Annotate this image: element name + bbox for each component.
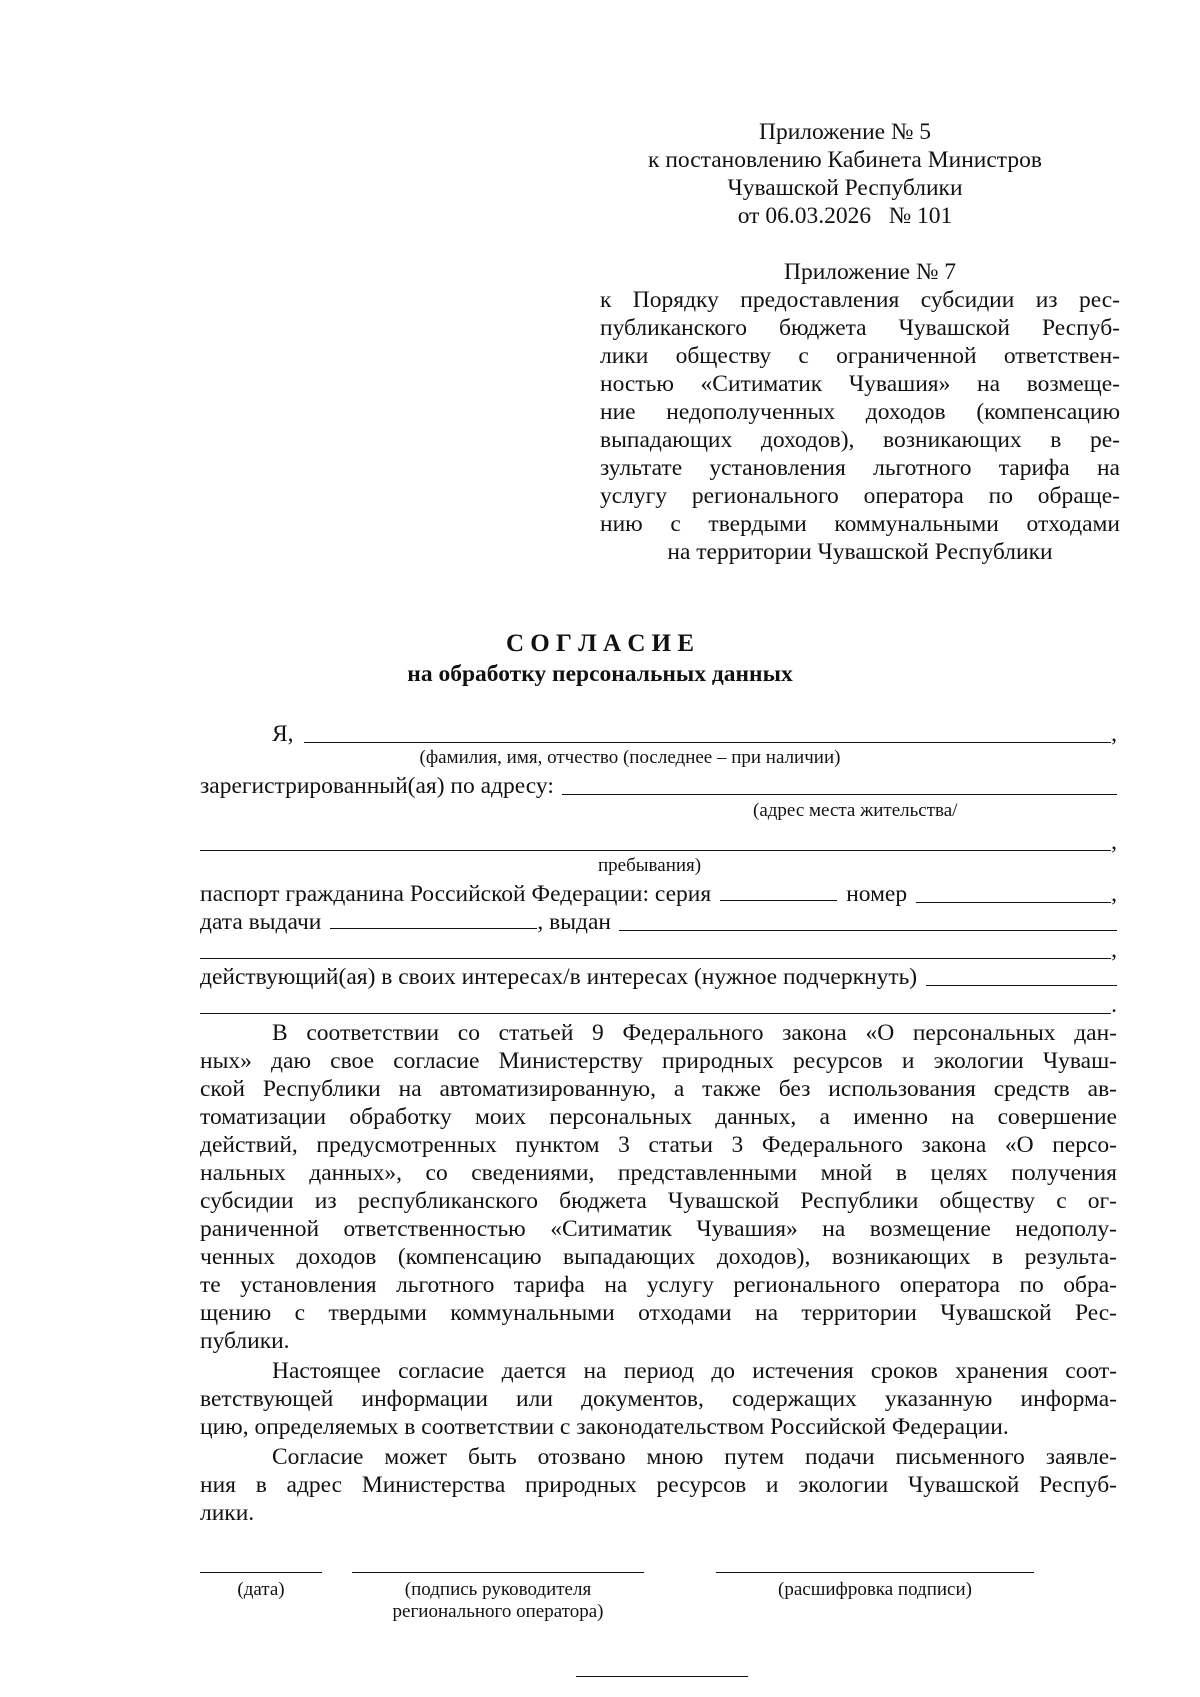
issue-date-field[interactable] <box>330 928 537 929</box>
passport-series-field[interactable] <box>720 900 837 901</box>
paragraph-line: те установления льготного тарифа на услугу регионального оператора по обра- <box>200 1272 1117 1298</box>
approval-republic: Чувашской Республики <box>727 175 963 201</box>
paragraph-line: Настоящее согласие дается на период до истечения сроков хранения соот- <box>272 1358 1117 1384</box>
address-row <box>200 772 1117 800</box>
paragraph-line: раниченной ответственностью «Ситиматик Чувашия» на возмещение недополу- <box>200 1216 1117 1242</box>
issued-by-continuation-row <box>200 936 1117 964</box>
issued-by-continuation-field[interactable] <box>200 958 1111 959</box>
address-hint-1: (адрес места жительства/ <box>753 800 958 821</box>
issued-by-label: , выдан <box>537 909 611 935</box>
address-continuation-field[interactable] <box>200 850 1111 851</box>
paragraph-line: действий, предусмотренных пунктом 3 статьи 3 Федерального закона «О персо- <box>200 1132 1117 1158</box>
date-signature-line[interactable] <box>200 1572 322 1573</box>
paragraph-last-line: лики. <box>200 1500 255 1526</box>
paragraph-line: щению с твердыми коммунальными отходами на территории Чувашской Рес- <box>200 1300 1117 1326</box>
paragraph-line: томатизации обработку моих персональных данных, а именно на совершение <box>200 1104 1117 1130</box>
passport-row <box>200 880 1117 908</box>
document-subtitle: на обработку персональных данных <box>407 661 793 687</box>
signature-caption-line-2: регионального оператора) <box>392 1601 604 1622</box>
number-label: номер <box>846 881 908 907</box>
approval-text-line: ние недополученных доходов (компенсацию <box>600 399 1120 425</box>
approval-text-line: зультате установления льготного тарифа на <box>600 455 1120 481</box>
approval-appendix-5: Приложение № 5 <box>758 119 932 145</box>
approval-text-line: лики обществу с ограниченной ответствен- <box>600 343 1120 369</box>
signature-caption <box>352 1579 644 1623</box>
acting-row <box>200 963 1117 991</box>
acting-continuation-field[interactable] <box>200 1013 1111 1014</box>
signature-line[interactable] <box>352 1572 644 1573</box>
paragraph-line: нальных данных», со сведениями, представленными мной в целях получения <box>200 1160 1117 1186</box>
document-title: С О Г Л А С И Е <box>505 630 694 657</box>
issue-row <box>200 908 1117 936</box>
paragraph-line: ской Республики на автоматизированную, а также без использования средств ав- <box>200 1076 1117 1102</box>
approval-text-line: публиканского бюджета Чувашской Респуб- <box>600 315 1120 341</box>
approval-date-number: от 06.03.2026 № 101 <box>737 203 953 229</box>
footer-rule <box>576 1676 748 1677</box>
acting-field[interactable] <box>926 985 1117 986</box>
paragraph-line: ных» даю свое согласие Министерству природных ресурсов и экологии Чуваш- <box>200 1048 1117 1074</box>
acting-continuation-row <box>200 991 1117 1019</box>
passport-comma: , <box>1111 881 1117 907</box>
approval-text-line: услугу регионального оператора по обраще- <box>600 483 1120 509</box>
paragraph-last-line: публики. <box>200 1328 290 1354</box>
signature-decode-line[interactable] <box>716 1572 1034 1573</box>
passport-label: паспорт гражданина Российской Федерации: серия <box>200 881 712 907</box>
issued-by-field[interactable] <box>619 930 1117 931</box>
address-continuation-row <box>200 828 1117 856</box>
address-field[interactable] <box>562 794 1117 795</box>
fio-comma: , <box>1111 721 1117 747</box>
paragraph-line: Согласие может быть отозвано мною путем подачи письменного заявле- <box>272 1444 1117 1470</box>
passport-number-field[interactable] <box>916 902 1111 903</box>
date-caption: (дата) <box>237 1579 285 1600</box>
issue-date-label: дата выдачи <box>200 909 322 935</box>
fio-hint: (фамилия, имя, отчество (последнее – при наличии) <box>419 747 841 768</box>
signature-caption-line-1: (подпись руководителя <box>404 1579 592 1600</box>
registered-label: зарегистрированный(ая) по адресу: <box>200 773 554 799</box>
approval-appendix-7: Приложение № 7 <box>783 259 957 285</box>
approval-text-last-line: на территории Чувашской Республики <box>667 539 1053 565</box>
approval-text-line: выпадающих доходов), возникающих в ре- <box>600 427 1120 453</box>
approval-block-2 <box>600 258 1120 566</box>
address-comma: , <box>1111 829 1117 855</box>
issued-by-comma: , <box>1111 937 1117 963</box>
paragraph-line: субсидии из республиканского бюджета Чувашской Республики обществу с ог- <box>200 1188 1117 1214</box>
approval-decree: к постановлению Кабинета Министров <box>648 147 1042 173</box>
approval-text-line: к Порядку предоставления субсидии из рес- <box>600 287 1120 313</box>
acting-period: . <box>1111 992 1117 1018</box>
approval-block-1 <box>620 118 1070 230</box>
paragraph-line: ния в адрес Министерства природных ресурсов и экологии Чувашской Респуб- <box>200 1472 1117 1498</box>
approval-text-line: ностью «Ситиматик Чувашия» на возмеще- <box>600 371 1120 397</box>
approval-text-line: нию с твердыми коммунальными отходами <box>600 511 1120 537</box>
fio-field[interactable] <box>304 742 1112 743</box>
paragraph-line: ченных доходов (компенсацию выпадающих доходов), возникающих в результа- <box>200 1244 1117 1270</box>
paragraph-line: В соответствии со статьей 9 Федерального закона «О персональных дан- <box>272 1020 1117 1046</box>
signature-decode-caption: (расшифровка подписи) <box>778 1579 972 1600</box>
paragraph-last-line: цию, определяемых в соответствии с законодательством Российской Федерации. <box>200 1414 1009 1440</box>
address-hint-2: пребывания) <box>598 855 702 876</box>
ya-label: Я, <box>272 721 294 747</box>
paragraph-line: ветствующей информации или документов, содержащих указанную информа- <box>200 1386 1117 1412</box>
fio-row <box>272 720 1117 748</box>
acting-label: действующий(ая) в своих интересах/в интересах (нужное подчеркнуть) <box>200 964 918 990</box>
